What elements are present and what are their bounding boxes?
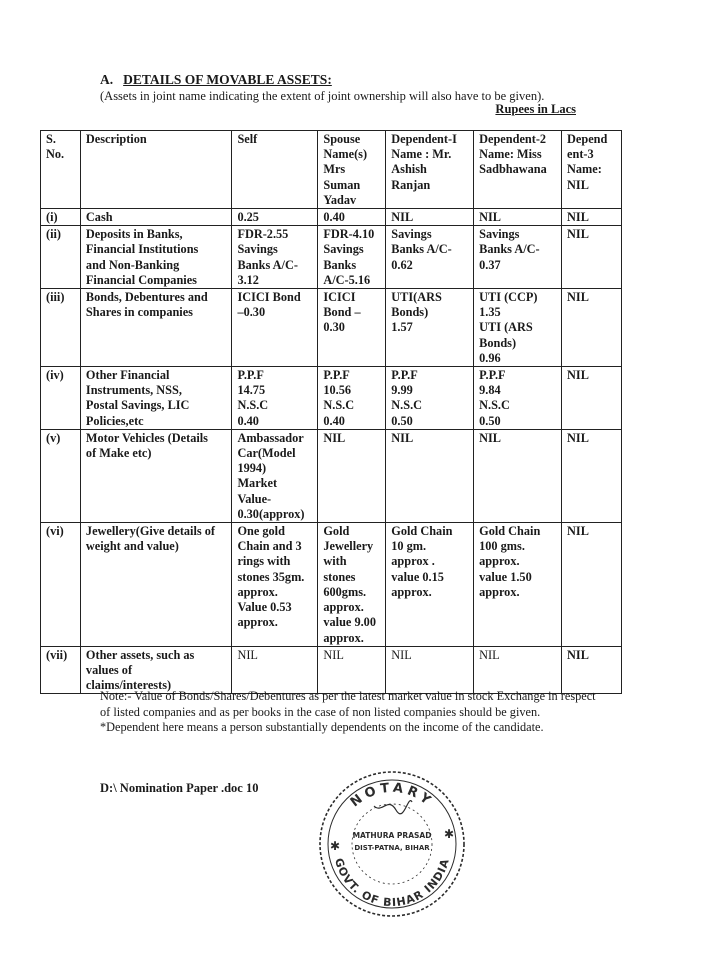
description-cell: Deposits in Banks, Financial Institutions and Non-Banking Financial Companies: [80, 226, 232, 289]
description-cell: Other assets, such as values of claims/interests): [80, 646, 232, 694]
header-cell: Dependent-2 Name: Miss Sadbhawana: [474, 131, 562, 209]
stamp-star-left: ✱: [330, 839, 341, 853]
value-cell: NIL: [562, 523, 622, 647]
note-dependent: *Dependent here means a person substantially dependents on the income of the candidate.: [100, 720, 544, 734]
section-letter: A.: [100, 72, 114, 87]
stamp-name: MATHURA PRASAD: [352, 831, 432, 840]
value-cell: P.P.F 14.75 N.S.C 0.40: [232, 367, 318, 430]
value-cell: UTI(ARS Bonds) 1.57: [386, 289, 474, 367]
serial-cell: (ii): [41, 226, 81, 289]
svg-text:GOVT. OF BIHAR INDIA: [332, 857, 452, 910]
value-cell: P.P.F 9.99 N.S.C 0.50: [386, 367, 474, 430]
value-cell: NIL: [474, 429, 562, 522]
value-cell: NIL: [562, 226, 622, 289]
document-reference: D:\ Nomination Paper .doc 10: [100, 781, 259, 795]
header-cell: Description: [80, 131, 232, 209]
value-cell: ICICI Bond –0.30: [232, 289, 318, 367]
value-cell: P.P.F 10.56 N.S.C 0.40: [318, 367, 386, 430]
table-header-row: [41, 131, 622, 209]
header-cell: Self: [232, 131, 318, 209]
description-cell: Other Financial Instruments, NSS, Postal Savings, LIC Policies,etc: [80, 367, 232, 430]
table-row: [41, 429, 622, 522]
serial-cell: (v): [41, 429, 81, 522]
serial-cell: (iv): [41, 367, 81, 430]
serial-cell: (vi): [41, 523, 81, 647]
description-cell: Jewellery(Give details of weight and value): [80, 523, 232, 647]
notes-block: [100, 689, 600, 736]
header-cell: Dependent-I Name : Mr. Ashish Ranjan: [386, 131, 474, 209]
value-cell: Gold Jewellery with stones 600gms. approx. value 9.00 approx.: [318, 523, 386, 647]
value-cell: ICICI Bond – 0.30: [318, 289, 386, 367]
serial-cell: (i): [41, 209, 81, 226]
value-cell: NIL: [562, 367, 622, 430]
value-cell: NIL: [318, 429, 386, 522]
value-cell: Savings Banks A/C- 0.37: [474, 226, 562, 289]
value-cell: FDR-2.55 Savings Banks A/C- 3.12: [232, 226, 318, 289]
value-cell: Ambassador Car(Model 1994) Market Value- 0.30(approx): [232, 429, 318, 522]
stamp-bottom-text: GOVT. OF BIHAR INDIA: [332, 856, 452, 910]
value-cell: Savings Banks A/C- 0.62: [386, 226, 474, 289]
stamp-star-right: ✱: [444, 827, 455, 841]
movable-assets-table: [40, 130, 622, 694]
value-cell: NIL: [386, 646, 474, 694]
stamp-top-text: NOTARY: [347, 780, 437, 811]
value-cell: Gold Chain 100 gms. approx. value 1.50 approx.: [474, 523, 562, 647]
table-row: [41, 226, 622, 289]
section-heading: [100, 72, 332, 88]
table-body: [41, 209, 622, 694]
value-cell: 0.40: [318, 209, 386, 226]
description-cell: Cash: [80, 209, 232, 226]
value-cell: NIL: [474, 646, 562, 694]
table-row: [41, 289, 622, 367]
section-subtitle: (Assets in joint name indicating the extent of joint ownership will also have to be given).: [100, 89, 545, 103]
section-title: DETAILS OF MOVABLE ASSETS:: [123, 72, 332, 87]
value-cell: NIL: [318, 646, 386, 694]
description-cell: Bonds, Debentures and Shares in companies: [80, 289, 232, 367]
notary-stamp: [312, 766, 472, 922]
header-cell: Depend ent-3 Name: NIL: [562, 131, 622, 209]
value-cell: NIL: [386, 209, 474, 226]
table-row: [41, 367, 622, 430]
table-row: [41, 523, 622, 647]
value-cell: NIL: [232, 646, 318, 694]
note-valuation: Note:- Value of Bonds/Shares/Debentures as per the latest market value in stock Exchange in respect of listed companies and as per books in the case of non listed companies should be given.: [100, 689, 596, 719]
value-cell: One gold Chain and 3 rings with stones 35gm. approx. Value 0.53 approx.: [232, 523, 318, 647]
header-cell: Spouse Name(s) Mrs Suman Yadav: [318, 131, 386, 209]
value-cell: Gold Chain 10 gm. approx . value 0.15 approx.: [386, 523, 474, 647]
value-cell: NIL: [562, 289, 622, 367]
serial-cell: (iii): [41, 289, 81, 367]
value-cell: FDR-4.10 Savings Banks A/C-5.16: [318, 226, 386, 289]
signature-mark: [374, 801, 412, 814]
table-row: [41, 646, 622, 694]
value-cell: NIL: [474, 209, 562, 226]
serial-cell: (vii): [41, 646, 81, 694]
value-cell: NIL: [562, 429, 622, 522]
table-row: [41, 209, 622, 226]
value-cell: NIL: [562, 209, 622, 226]
value-cell: NIL: [562, 646, 622, 694]
value-cell: NIL: [386, 429, 474, 522]
description-cell: Motor Vehicles (Details of Make etc): [80, 429, 232, 522]
value-cell: UTI (CCP) 1.35 UTI (ARS Bonds) 0.96: [474, 289, 562, 367]
units-label: Rupees in Lacs: [495, 102, 576, 116]
stamp-place: DIST-PATNA, BIHAR: [354, 844, 430, 852]
header-cell: S. No.: [41, 131, 81, 209]
value-cell: P.P.F 9.84 N.S.C 0.50: [474, 367, 562, 430]
value-cell: 0.25: [232, 209, 318, 226]
